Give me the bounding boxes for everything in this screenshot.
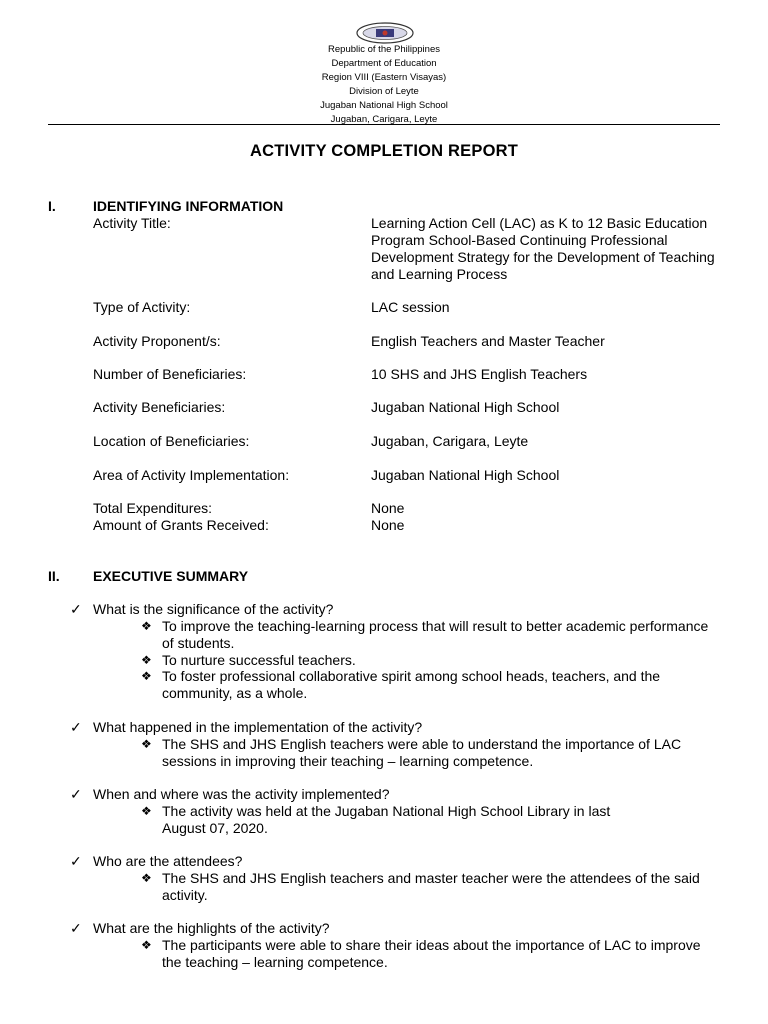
diamond-bullet-icon: ❖ xyxy=(141,871,152,885)
answer-item xyxy=(141,652,721,669)
field-value: 10 SHS and JHS English Teachers xyxy=(371,366,588,382)
letterhead-line: Division of Leyte xyxy=(349,86,419,97)
field-value: Jugaban, Carigara, Leyte xyxy=(371,433,529,449)
checkmark-icon: ✓ xyxy=(70,601,82,617)
question-text: What are the highlights of the activity? xyxy=(93,920,330,936)
answer-item xyxy=(141,803,721,837)
field-label: Amount of Grants Received: xyxy=(93,517,269,533)
field-label: Activity Beneficiaries: xyxy=(93,399,226,415)
answer-item xyxy=(141,937,721,971)
question-item xyxy=(70,853,242,870)
checkmark-icon: ✓ xyxy=(70,719,82,735)
answer-text: The activity was held at the Jugaban National High School Library in last August 07, 2020. xyxy=(162,803,611,836)
field-label: Location of Beneficiaries: xyxy=(93,433,250,449)
field-label: Total Expenditures: xyxy=(93,500,213,516)
question-item xyxy=(70,719,422,736)
page-title: ACTIVITY COMPLETION REPORT xyxy=(250,142,518,160)
checkmark-icon: ✓ xyxy=(70,853,82,869)
answer-item xyxy=(141,618,721,652)
field-label: Activity Title: xyxy=(93,215,171,231)
answer-text: The SHS and JHS English teachers and master teacher were the attendees of the said activity. xyxy=(162,870,700,903)
field-value: None xyxy=(371,517,405,533)
section-heading: IDENTIFYING INFORMATION xyxy=(93,198,284,214)
field-label: Type of Activity: xyxy=(93,299,191,315)
diamond-bullet-icon: ❖ xyxy=(141,653,152,667)
question-text: What is the significance of the activity? xyxy=(93,601,334,617)
section-number: I. xyxy=(48,198,56,214)
question-text: When and where was the activity implemented? xyxy=(93,786,390,802)
question-item xyxy=(70,920,330,937)
diamond-bullet-icon: ❖ xyxy=(141,804,152,818)
letterhead-line: Jugaban National High School xyxy=(320,100,448,111)
answer-item xyxy=(141,870,721,904)
answer-item xyxy=(141,668,721,702)
letterhead-line: Republic of the Philippines xyxy=(328,44,440,55)
letterhead xyxy=(0,43,768,127)
letterhead-line: Jugaban, Carigara, Leyte xyxy=(330,114,438,125)
answer-text: The SHS and JHS English teachers were able to understand the importance of LAC sessions in improving their teaching – learning competence. xyxy=(162,736,682,769)
question-text: What happened in the implementation of the activity? xyxy=(93,719,423,735)
checkmark-icon: ✓ xyxy=(70,920,82,936)
field-value: LAC session xyxy=(371,299,450,315)
diamond-bullet-icon: ❖ xyxy=(141,669,152,683)
field-value: Jugaban National High School xyxy=(371,399,560,415)
answer-text: To foster professional collaborative spirit among school heads, teachers, and the community, as a whole. xyxy=(162,668,661,701)
question-text: Who are the attendees? xyxy=(93,853,243,869)
diamond-bullet-icon: ❖ xyxy=(141,938,152,952)
seal-icon xyxy=(355,22,415,44)
field-label: Area of Activity Implementation: xyxy=(93,467,290,483)
field-value: Learning Action Cell (LAC) as K to 12 Basic Education Program School-Based Continuing Professional Development Strategy for the Development of Teaching and Learning Process xyxy=(371,215,715,282)
section-number: II. xyxy=(48,568,60,584)
field-value: English Teachers and Master Teacher xyxy=(371,333,605,349)
diamond-bullet-icon: ❖ xyxy=(141,737,152,751)
field-value: Jugaban National High School xyxy=(371,467,560,483)
letterhead-line: Department of Education xyxy=(331,58,437,69)
letterhead-line: Region VIII (Eastern Visayas) xyxy=(321,72,447,83)
answer-item xyxy=(141,736,721,770)
question-item xyxy=(70,601,333,618)
diamond-bullet-icon: ❖ xyxy=(141,619,152,633)
section-heading: EXECUTIVE SUMMARY xyxy=(93,568,249,584)
field-value: None xyxy=(371,500,405,516)
answer-text: To nurture successful teachers. xyxy=(162,652,356,668)
header-divider xyxy=(48,124,720,125)
checkmark-icon: ✓ xyxy=(70,786,82,802)
field-label: Number of Beneficiaries: xyxy=(93,366,247,382)
answer-text: To improve the teaching-learning process that will result to better academic performance of students. xyxy=(162,618,709,651)
answer-text: The participants were able to share their ideas about the importance of LAC to improve the teaching – learning competence. xyxy=(162,937,701,970)
question-item xyxy=(70,786,389,803)
field-label: Activity Proponent/s: xyxy=(93,333,221,349)
